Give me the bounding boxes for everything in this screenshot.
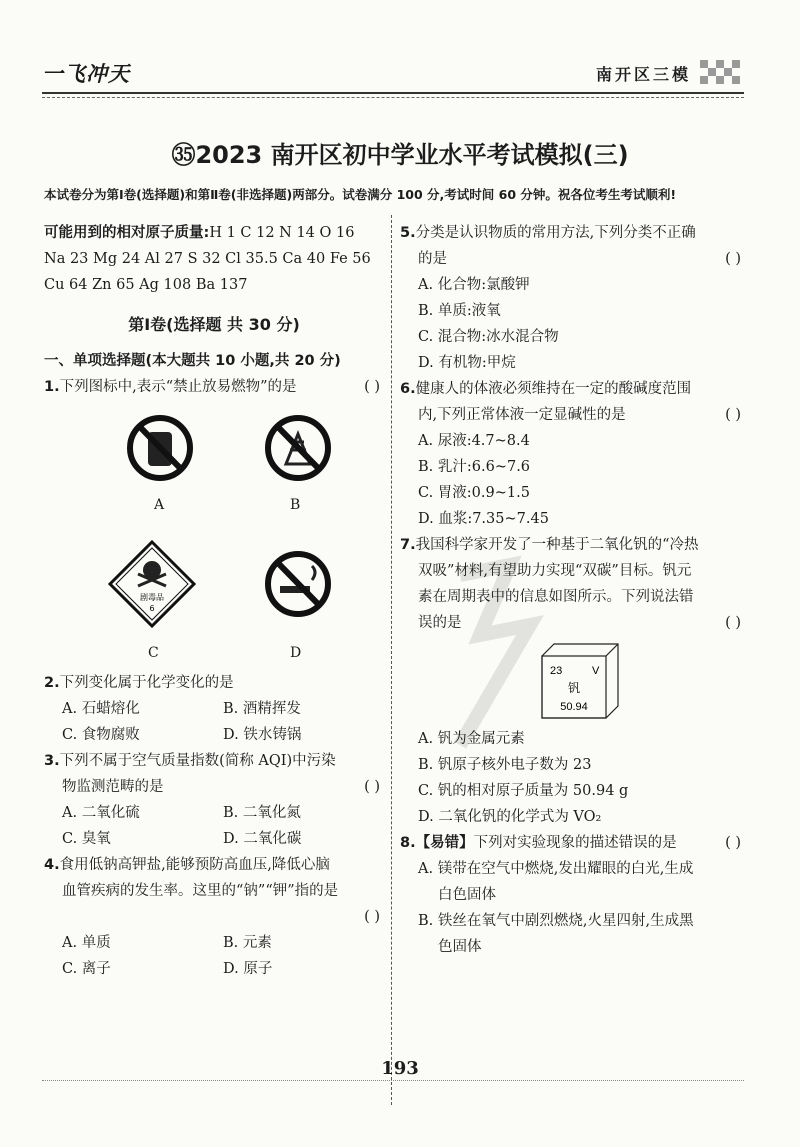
exam-title: ㉟2023 南开区初中学业水平考试模拟(三) [171,141,629,169]
no-smoking-icon [262,548,334,620]
q5-option-c: C. 混合物:冰水混合物 [418,329,559,345]
q3-option-a: A. 二氧化硫 [62,805,140,821]
q2-stem: 2.下列变化属于化学变化的是 [44,675,234,691]
q7-option-a: A. 钒为金属元素 [418,731,525,747]
checker-decoration [700,60,744,90]
q1-label-b: B [290,497,301,513]
q6-option-c: C. 胃液:0.9~1.5 [418,485,530,501]
q6-option-a: A. 尿液:4.7~8.4 [418,433,530,449]
exam-intro: 本试卷分为第Ⅰ卷(选择题)和第Ⅱ卷(非选择题)两部分。试卷满分 100 分,考试时间 60 分钟。祝各位考生考试顺利! [44,187,677,202]
left-column: 可能用到的相对原子质量:H 1 C 12 N 14 O 16 Na 23 Mg 24 Al 27 S 32 Cl 35.5 Ca 40 Fe 56 Cu 64 Zn 65 Ag 108 Ba 137 第Ⅰ卷(选择题 共 30 分) 一、单项选择题(本大题共 10 小题,共 20 分) 1.下列图标中,表示“禁止放易燃物”的是 ( ) A B 剧毒品 6 C D 2.下列变化属于化学变化的是 A. 石蜡熔化 B. 酒精挥发 C. 食物腐败 D. 铁水铸锅 3.下列不属于空气质量指数(简称 AQI)中污染 物监测范畴的是 ( ) A. 二氧化硫 B. 二氧化氮 C. 臭氧 D. 二氧化碳 4.食用低钠高钾盐,能够预防高血压,降低心脑 血管疾病的发生率。这里的“钠”“钾”指的是 ( ) A. 单质 B. 元素 C. 离子 D. 原子 [44,220,384,982]
q3-option-d: D. 二氧化碳 [223,831,302,847]
poison-text: 剧毒品 [140,593,164,602]
q2-option-d: D. 铁水铸锅 [223,727,302,743]
q6-option-d: D. 血浆:7.35~7.45 [418,511,549,527]
q8-option-a: A. 镁带在空气中燃烧,发出耀眼的白光,生成 [418,861,694,877]
q6-option-b: B. 乳汁:6.6~7.6 [418,459,531,475]
q4-option-d: D. 原子 [223,961,273,977]
element-name: 钒 [567,681,581,695]
q5-stem: 5.分类是认识物质的常用方法,下列分类不正确 [400,225,696,241]
q1-label-c: C [148,645,159,661]
element-symbol: V [592,665,600,677]
no-fire-icon [262,412,334,484]
q1-label-d: D [290,645,302,661]
atomic-mass-line3: Cu 64 Zn 65 Ag 108 Ba 137 [44,277,248,293]
q1-icons [44,400,384,670]
header-rule-dashed [42,97,744,98]
section1-title: 一、单项选择题(本大题共 10 小题,共 20 分) [44,353,341,369]
q4-option-c: C. 离子 [62,961,111,977]
atomic-mass-line2: Na 23 Mg 24 Al 27 S 32 Cl 35.5 Ca 40 Fe 56 [44,251,371,267]
q2-option-c: C. 食物腐败 [62,727,140,743]
q7-option-d: D. 二氧化钒的化学式为 VO₂ [418,809,602,825]
q5-option-b: B. 单质:液氧 [418,303,501,319]
q3-option-b: B. 二氧化氮 [223,805,301,821]
q2-option-b: B. 酒精挥发 [223,701,301,717]
q7-option-c: C. 钒的相对原子质量为 50.94 g [418,783,629,799]
section-label: 南开区三模 [596,65,692,84]
q7-option-b: B. 钒原子核外电子数为 23 [418,757,592,773]
q4-stem: 4.食用低钠高钾盐,能够预防高血压,降低心脑 [44,857,330,873]
footer-rule [42,1080,744,1081]
q8-stem: 8.【易错】下列对实验现象的描述错误的是 ( ) [400,835,741,851]
answer-paren: ( ) [364,379,380,395]
q7-stem: 7.我国科学家开发了一种基于二氧化钒的“冷热 [400,537,699,553]
q2-option-a: A. 石蜡熔化 [62,701,140,717]
brand-logo-text: 一飞冲天 [42,62,130,86]
q3-stem: 3.下列不属于空气质量指数(简称 AQI)中污染 [44,753,336,769]
page-number: 193 [381,1058,419,1079]
part1-title: 第Ⅰ卷(选择题 共 30 分) [128,315,300,334]
no-drum-icon [124,412,196,484]
header-rule [42,92,744,94]
poison-diamond-icon [108,540,196,628]
periodic-table-cell [400,636,745,726]
element-mass: 50.94 [560,701,588,713]
q4-option-a: A. 单质 [62,935,111,951]
q5-option-d: D. 有机物:甲烷 [418,355,516,371]
element-number: 23 [550,665,563,677]
column-divider [391,215,392,1105]
right-column: 5.分类是认识物质的常用方法,下列分类不正确 的是 ( ) A. 化合物:氯酸钾 B. 单质:液氧 C. 混合物:冰水混合物 D. 有机物:甲烷 6.健康人的体液必须维持在一定的酸碱度范围 内,下列正常体液一定显碱性的是 ( ) A. 尿液:4.7~8.4 B. 乳汁:6.6~7.6 C. 胃液:0.9~1.5 D. 血浆:7.35~7.45 7.我国科学家开发了一种基于二氧化钒的“冷热 双吸”材料,有望助力实现“双碳”目标。钒元 素在周期表中的信息如图所示。下列说法错 误的是 ( ) 23 V 钒 50.94 A. 钒为金属元素 B. 钒原子核外电子数为 23 C. 钒的相对原子质量为 50.94 g D. 二氧化钒的化学式为 VO₂ 8.【易错】下列对实验现象的描述错误的是 ( ) A. 镁带在空气中燃烧,发出耀眼的白光,生成 白色固体 B. 铁丝在氧气中剧烈燃烧,火星四射,生成黑 色固体 [400,220,745,960]
poison-number: 6 [149,604,155,613]
atomic-mass-line1: H 1 C 12 N 14 O 16 [209,225,355,241]
q6-stem: 6.健康人的体液必须维持在一定的酸碱度范围 [400,381,692,397]
q1-stem: 1.下列图标中,表示“禁止放易燃物”的是 ( ) [44,374,384,400]
q4-option-b: B. 元素 [223,935,272,951]
q8-option-b: B. 铁丝在氧气中剧烈燃烧,火星四射,生成黑 [418,913,694,929]
atomic-mass-label: 可能用到的相对原子质量: [44,225,210,241]
q1-label-a: A [154,497,165,513]
error-prone-tag: 【易错】 [415,835,474,851]
q3-option-c: C. 臭氧 [62,831,111,847]
q5-option-a: A. 化合物:氯酸钾 [418,277,530,293]
